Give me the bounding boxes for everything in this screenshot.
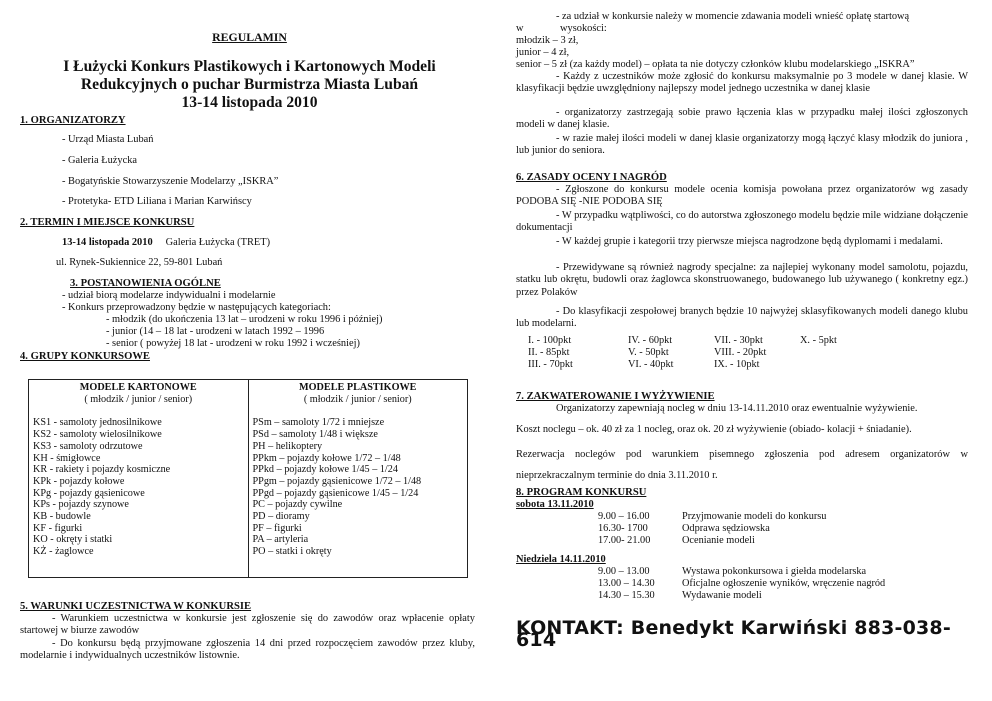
plastic-item: PO – statki i okręty [252,546,332,558]
cardboard-item: KS1 - samoloty jednosilnikowe [33,417,162,429]
points-row [528,335,870,347]
fee-line: - za udział w konkursie należy w momencie zdawania modeli wnieść opłatę startową [556,11,910,22]
plastic-item: PPkm – pojazdy kołowe 1/72 – 1/48 [252,452,401,464]
contact-line: KONTAKT: Benedykt Karwiński 883-038-614 [516,617,951,652]
plastic-item: PSm – samoloty 1/72 i mniejsze [252,417,385,429]
program-row [598,535,826,547]
program-row [598,511,826,523]
category-line: - senior ( powyżej 18 lat - urodzeni w roku 1992 i wcześniej) [106,338,360,349]
program-activity: Oficjalne ogłoszenie wyników, wręczenie nagród [682,577,886,589]
points-cell: VIII. - 20pkt [714,346,767,358]
section-program-title: 8. PROGRAM KONKURSU [516,487,647,498]
cardboard-item: KS2 - samoloty wielosilnikowe [33,429,162,441]
category-line: - młodzik (do ukończenia 13 lat – urodzeni w roku 1996 i później) [106,314,383,325]
cardboard-subheader: ( młodzik / junior / senior) [84,393,193,405]
section-organizers-title: 1. ORGANIZATORZY [20,115,126,126]
accommodation-paragraph: Organizatorzy zapewniają nocleg w dniu 13-14.11.2010 oraz ewentualnie wyżywienie. [556,403,918,414]
fee-item: junior – 4 zł, [516,47,570,58]
points-cell: V. - 50pkt [628,346,669,358]
fee-line-w: w [516,23,524,34]
points-cell: VI. - 40pkt [628,358,674,370]
program-time: 9.00 – 16.00 [598,511,650,522]
program-day-1: sobota 13.11.2010 [516,499,594,510]
program-day-2-table [598,566,885,601]
plastic-item: PH – helikoptery [252,440,323,452]
document-title: REGULAMIN [212,30,287,44]
right-column [516,0,968,701]
general-line: - udział biorą modelarze indywidualni i modelarnie [62,290,276,301]
organizer-item: - Urząd Miasta Lubań [62,134,154,145]
heading-line-2: Redukcyjnych o puchar Burmistrza Miasta Lubań [80,76,419,93]
judging-paragraph: - Przewidywane są również nagrody specjalne: za najlepiej wykonany model samolotu, pojazdu, statku lub okrętu, budowli oraz żaglowca skonstruowanego, budowanego lub używanego ( konkretny egz.) przez Polaków [516,262,968,298]
program-row [598,578,885,590]
points-cell: VII. - 30pkt [714,335,763,346]
event-date-place [62,237,270,249]
plastic-item: PD – dioramy [252,511,310,523]
plastic-item: PPgm – pojazdy gąsienicowe 1/72 – 1/48 [252,475,422,487]
judging-paragraph: - W każdej grupie i kategorii trzy pierwsze miejsca nagrodzone będą dyplomami i medalami. [556,236,943,247]
category-line: - junior (14 – 18 lat - urodzeni w latach 1992 – 1996 [106,326,325,337]
program-time: 16.30- 1700 [598,522,648,534]
points-cell: X. - 5pkt [800,335,837,346]
cardboard-item: KB - budowle [33,511,91,523]
event-place: Galeria Łużycka (TRET) [165,237,271,248]
cardboard-item: KS3 - samoloty odrzutowe [33,440,143,452]
program-time: 13.00 – 14.30 [598,577,655,589]
conditions-paragraph: - Warunkiem uczestnictwa w konkursie jest zgłoszenie się do zawodów oraz wpłacenie opłaty startowej w biurze zawodów [20,613,475,637]
program-activity: Przyjmowanie modeli do konkursu [682,511,827,522]
points-row [528,347,870,359]
points-cell: III. - 70pkt [528,358,573,370]
program-activity: Ocenianie modeli [682,534,755,546]
points-cell: IX. - 10pkt [714,358,760,370]
program-activity: Odprawa sędziowska [682,522,770,534]
plastic-item: PSd – samoloty 1/48 i większe [252,429,378,441]
accommodation-paragraph: Koszt noclegu – ok. 40 zł za 1 nocleg, oraz ok. 20 zł wyżywienie (obiado- kolacji + śniadanie). [516,424,912,435]
cardboard-models-cell [29,380,249,578]
plastic-header: MODELE PLASTIKOWE [299,382,417,393]
event-date: 13-14 listopada 2010 [62,237,153,248]
program-time: 17.00- 21.00 [598,534,651,546]
cardboard-item: KPk - pojazdy kołowe [33,475,125,487]
program-day-2: Niedziela 14.11.2010 [516,554,606,565]
points-cell [800,347,870,359]
points-cell: II. - 85pkt [528,346,570,358]
heading-line-1: I Łużycki Konkurs Plastikowych i Kartonowych Modeli [63,58,436,75]
judging-paragraph: - Do klasyfikacji zespołowej branych będzie 10 najwyżej sklasyfikowanych modeli danego klubu lub modelarni. [516,306,968,330]
program-activity: Wydawanie modeli [682,589,762,601]
plastic-item: PC – pojazdy cywilne [252,499,343,511]
cardboard-item: KR - rakiety i pojazdy kosmiczne [33,464,171,476]
program-row [598,590,885,602]
fee-line-wysokosci: wysokości: [560,23,607,34]
plastic-item: PPgd – pojazdy gąsienicowe 1/45 – 1/24 [252,487,419,499]
general-line: - Konkurs przeprowadzony będzie w następujących kategoriach: [62,302,331,313]
points-cell: I. - 100pkt [528,335,572,346]
left-column [18,0,481,701]
program-row [598,566,885,578]
points-cell [800,359,870,371]
cardboard-item: KH - śmigłowce [33,452,101,464]
program-activity: Wystawa pokonkursowa i giełda modelarska [682,566,867,577]
section-judging-title: 6. ZASADY OCENY I NAGRÓD [516,172,667,183]
section-conditions-title: 5. WARUNKI UCZESTNICTWA W KONKURSIE [20,601,252,612]
cardboard-item: KŻ - żaglowce [33,546,94,558]
cardboard-item: KO - okręty i statki [33,534,113,546]
program-row [598,523,826,535]
judging-paragraph: - Zgłoszone do konkursu modele ocenia komisja powołana przez organizatorów wg zasady PODOBA SIĘ -NIE PODOBA SIĘ [516,184,968,208]
rules-paragraph: - organizatorzy zastrzegają sobie prawo łączenia klas w przypadku małej ilości zgłoszonych modeli w danej klasie. [516,107,968,131]
rules-paragraph: - w razie małej ilości modeli w danej klasie organizatorzy mogą łączyć klasy młodzik do juniora , lub junior do seniora. [516,133,968,157]
heading-line-3: 13-14 listopada 2010 [181,94,318,111]
accommodation-paragraph: Rezerwacja noclegów pod warunkiem pisemnego zgłoszenia pod adresem organizatorów w nieprzekraczalnym terminie do dnia 3.11.2010 r. [516,449,968,481]
cardboard-header: MODELE KARTONOWE [79,382,197,393]
plastic-item: PF – figurki [252,522,302,534]
plastic-subheader: ( młodzik / junior / senior) [303,393,412,405]
judging-paragraph: - W przypadku wątpliwości, co do autorstwa zgłoszonego modelu będzie mile widziane dołączenie dokumentacji [516,210,968,234]
conditions-paragraph: - Do konkursu będą przyjmowane zgłoszenia 14 dni przed rozpoczęciem zawodów przez kluby, modelarnie i indywidualnych uczestników listownie. [20,638,475,662]
section-general-title: 3. POSTANOWIENIA OGÓLNE [70,278,221,289]
plastic-models-cell [248,380,468,578]
event-address: ul. Rynek-Sukiennice 22, 59-801 Lubań [56,257,223,268]
plastic-item: PA – artyleria [252,534,309,546]
cardboard-item: KPg - pojazdy gąsienicowe [33,487,145,499]
rules-paragraph: - Każdy z uczestników może zgłosić do konkursu maksymalnie po 3 modele w danej klasie. W klasyfikacji będzie uwzględniony najlepszy model jednego uczestnika w danej klasie [516,71,968,95]
program-day-1-table [598,511,826,546]
points-cell: IV. - 60pkt [628,335,673,346]
plastic-item: PPkd – pojazdy kołowe 1/45 – 1/24 [252,464,398,476]
organizer-item: - Protetyka- ETD Liliana i Marian Karwińscy [62,196,252,207]
document-heading [18,58,481,112]
program-time: 9.00 – 13.00 [598,566,650,577]
organizer-item: - Galeria Łużycka [62,155,137,166]
section-accommodation-title: 7. ZAKWATEROWANIE I WYŻYWIENIE [516,391,715,402]
section-date-place-title: 2. TERMIN I MIEJSCE KONKURSU [20,217,195,228]
fee-item: młodzik – 3 zł, [516,35,579,46]
fee-item: senior – 5 zł (za każdy model) – opłata ta nie dotyczy członków klubu modelarskiego „ISKRA” [516,59,915,70]
program-time: 14.30 – 15.30 [598,589,655,601]
organizer-item: - Bogatyńskie Stowarzyszenie Modelarzy „ISKRA” [62,176,279,187]
groups-table [28,379,468,578]
section-groups-title: 4. GRUPY KONKURSOWE [20,351,150,362]
cardboard-item: KF - figurki [33,522,83,534]
points-row [528,359,870,371]
points-table [528,335,870,370]
cardboard-item: KPs - pojazdy szynowe [33,499,129,511]
